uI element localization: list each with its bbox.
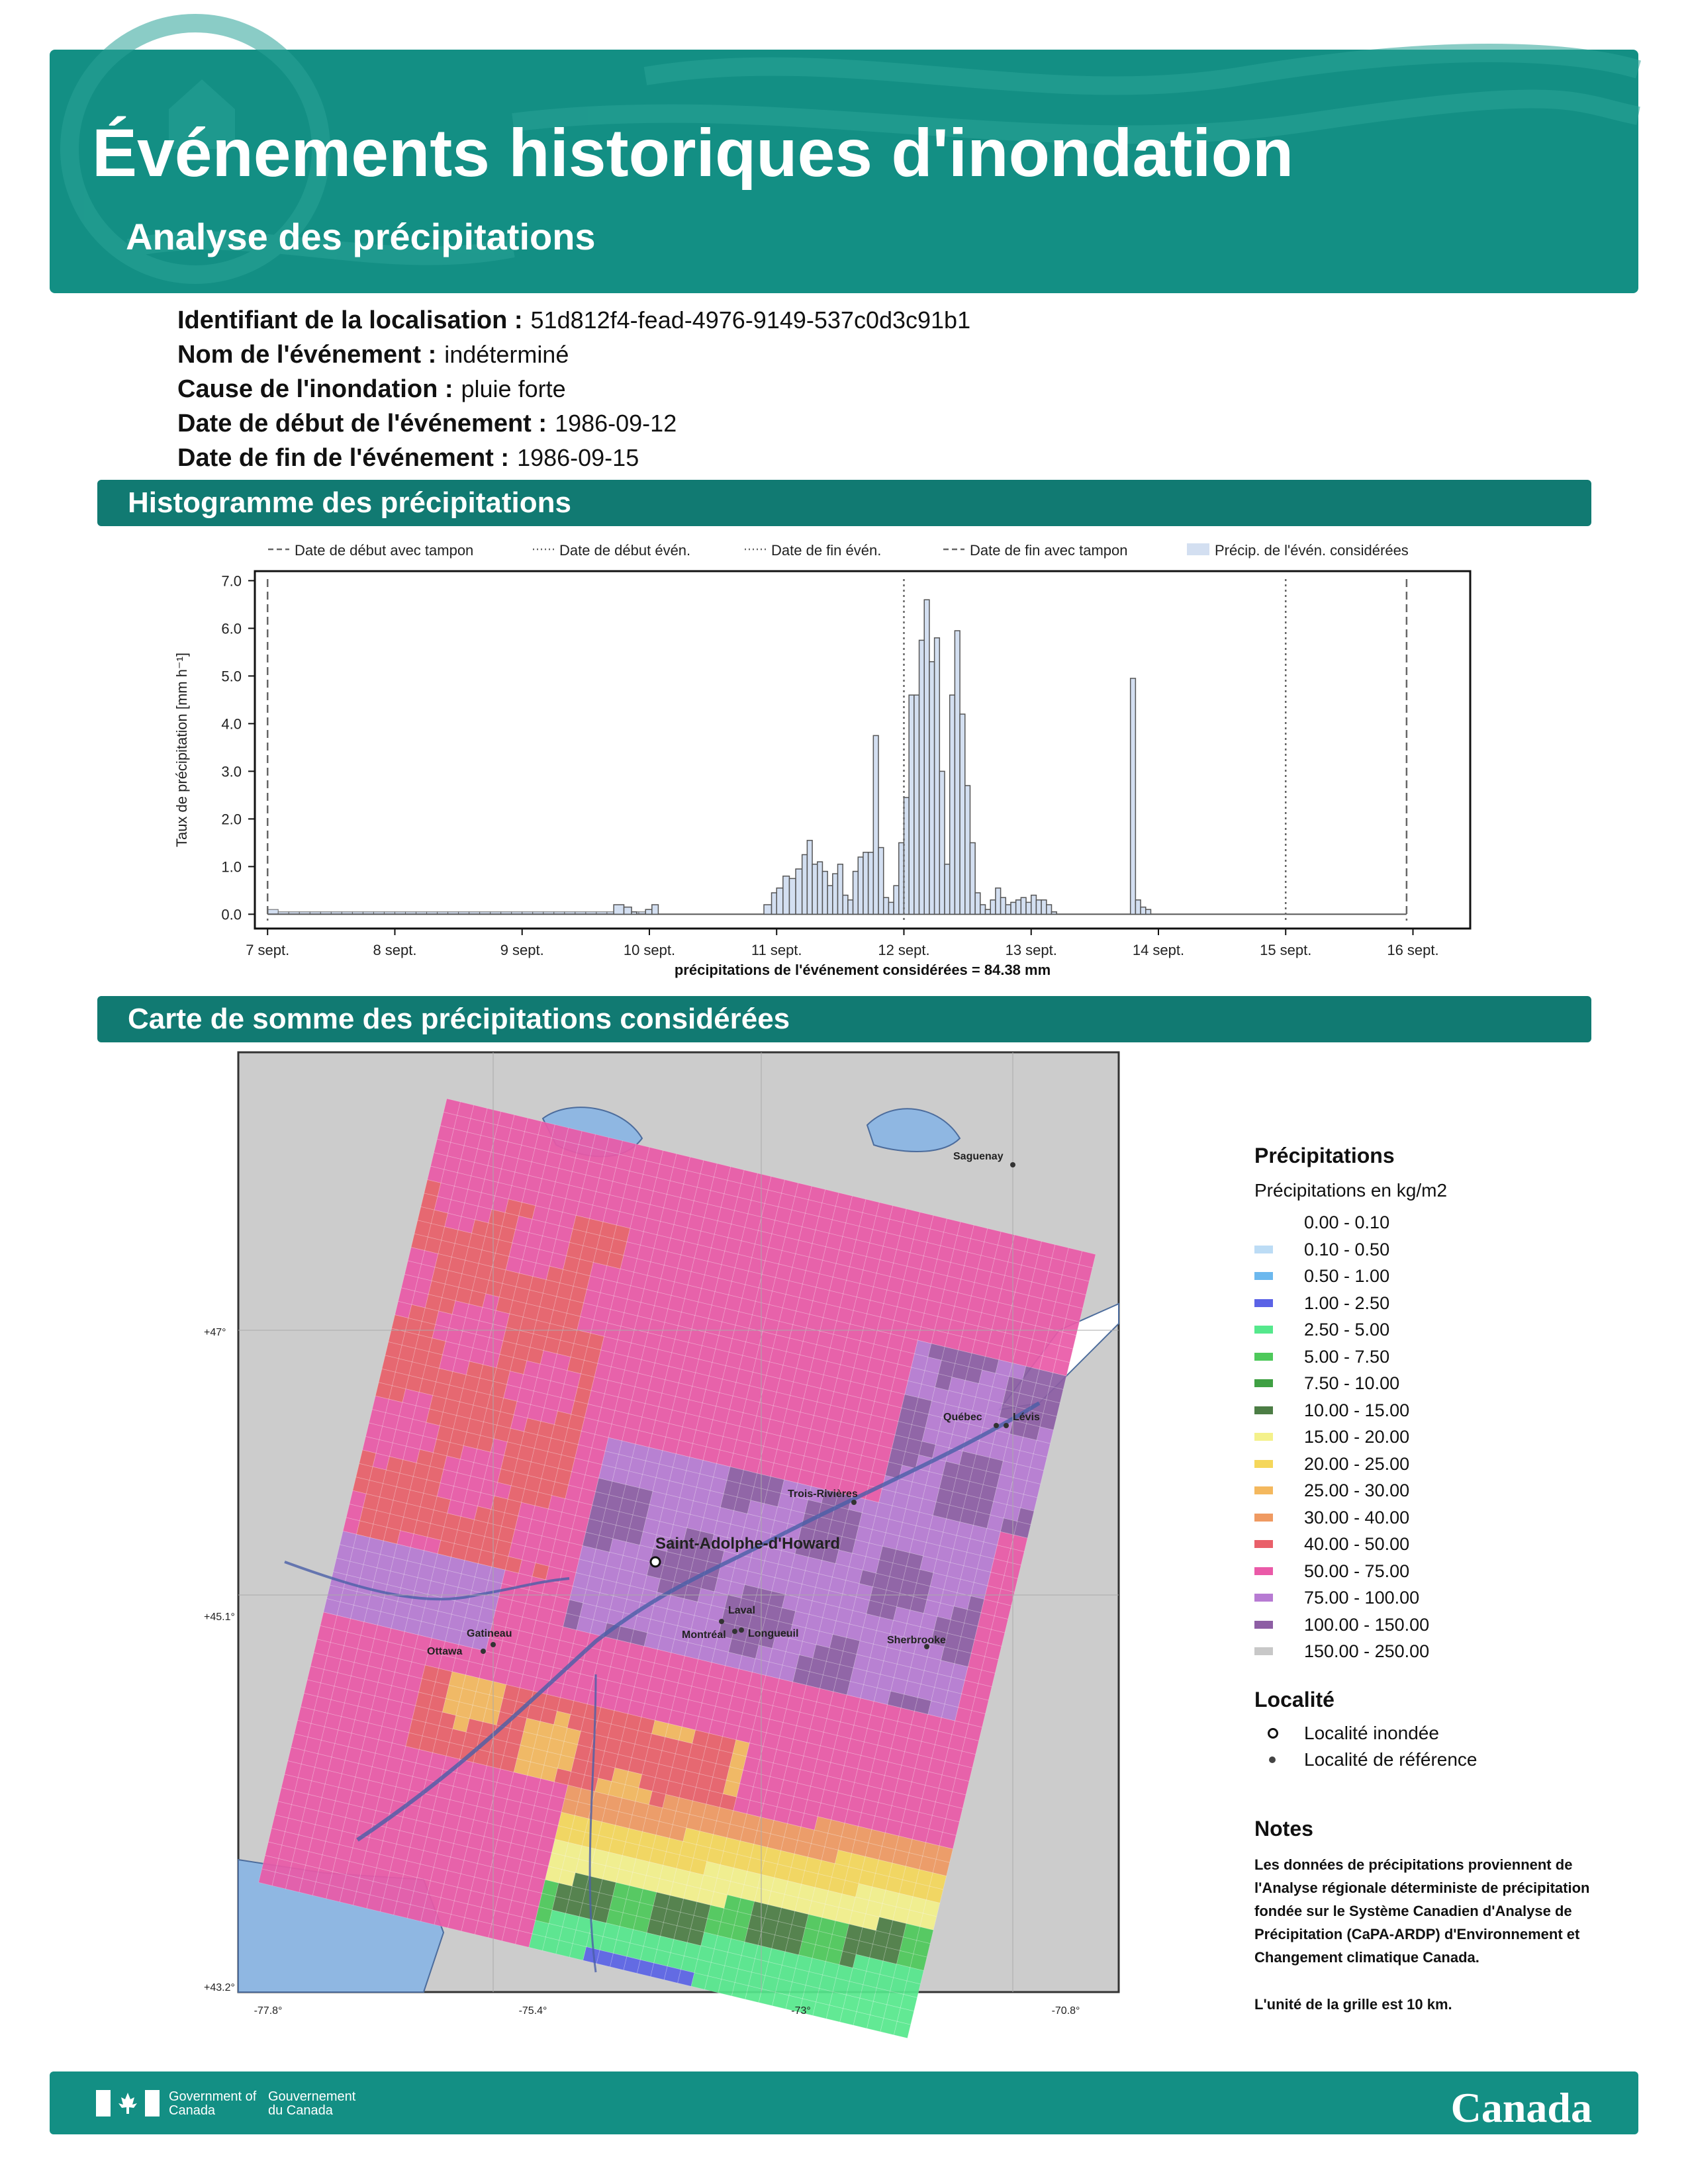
precip-bar [919,640,925,914]
legend-swatch [1254,1540,1273,1548]
legend-label: 25.00 - 30.00 [1304,1480,1410,1500]
legend-label: 100.00 - 150.00 [1304,1614,1430,1635]
place-label: Trois-Rivières [788,1488,858,1500]
precip-bar [1011,902,1016,914]
legend-swatch [1254,1433,1273,1441]
precip-bar [1036,900,1041,915]
page-title: Événements historiques d'inondation [92,115,1294,191]
precip-bar [1146,909,1151,914]
precip-bar [848,900,853,915]
legend-swatch [1254,1514,1273,1522]
legend-swatch [1254,1326,1273,1334]
precip-bar [996,888,1001,915]
meta-location-id: Identifiant de la localisation : 51d812f4-fead-4976-9149-537c0d3c91b1 [177,306,971,334]
precip-bar [924,600,929,914]
legend-item [1254,1263,1625,1290]
legend-item [1254,1397,1625,1424]
longitude-label: -75.4° [518,2005,547,2017]
flooded-locality-marker [651,1557,660,1567]
precip-bar [873,735,878,914]
precip-bar [990,900,996,915]
precip-bar [884,897,889,914]
legend-swatch [1254,1567,1273,1575]
place-label: Laval [728,1605,755,1616]
precip-bar [965,786,970,914]
reference-locality-marker [481,1649,486,1654]
meta-end-date: Date de fin de l'événement : 1986-09-15 [177,444,639,472]
precip-bar [838,864,843,915]
legend-label: 40.00 - 50.00 [1304,1534,1410,1554]
precip-bar [960,714,965,914]
place-label: Lévis [1013,1412,1040,1423]
legend-swatch [1254,1353,1273,1361]
precip-bar [614,905,624,914]
legend-label: Date de début évén. [559,542,691,559]
precip-bar [796,869,802,914]
legend-label: 1.00 - 2.50 [1304,1293,1390,1313]
precip-bar [909,695,914,914]
legend-label: 30.00 - 40.00 [1304,1507,1410,1527]
x-tick-label: 11 sept. [751,942,802,958]
place-label: Saguenay [953,1151,1004,1162]
precip-bar [1021,897,1026,914]
legend-label: Précip. de l'évén. considérées [1215,542,1409,559]
precip-bar [935,638,940,915]
longitude-label: -70.8° [1051,2005,1080,2017]
event-metadata [177,303,970,475]
grid-cell [894,2021,910,2038]
precipitation-histogram [159,526,1536,1003]
precip-bar [632,912,637,915]
precipitation-map [204,1046,1125,2052]
y-tick-label: 0.0 [221,906,242,923]
legend-swatch [1254,1379,1273,1387]
y-tick-label: 1.0 [221,858,242,876]
x-tick-label: 7 sept. [246,942,290,958]
legend-label: 150.00 - 250.00 [1304,1641,1430,1661]
precip-bar [267,909,278,914]
reference-locality-marker [491,1642,496,1647]
x-tick-label: 15 sept. [1260,942,1312,958]
legend-item [1254,1477,1625,1504]
y-tick-label: 7.0 [221,572,242,590]
legend-item [1254,1370,1625,1397]
legend-patch-icon [1187,543,1209,555]
precip-bar [986,909,991,914]
precip-bar [1141,907,1146,915]
y-tick-label: 4.0 [221,715,242,733]
legend-label: 20.00 - 25.00 [1304,1453,1410,1474]
x-tick-label: 9 sept. [500,942,544,958]
precip-bar [652,905,659,914]
locality-flooded: Localité inondée [1254,1720,1625,1747]
reference-locality-marker [719,1619,724,1624]
precip-bar [783,876,790,915]
legend-item [1254,1316,1625,1343]
map-legend [1254,1144,1625,2016]
canada-flag-icon [96,2090,160,2116]
legend-label: 50.00 - 75.00 [1304,1561,1410,1581]
legend-label: Date de début avec tampon [295,542,474,559]
legend-item [1254,1343,1625,1371]
legend-label: 5.00 - 7.50 [1304,1346,1390,1367]
precip-bar [945,864,950,915]
legend-item [1254,1504,1625,1531]
legend-swatch [1254,1460,1273,1468]
latitude-label: +43.2° [204,1982,235,1993]
precip-bar [789,878,796,914]
y-tick-label: 3.0 [221,763,242,780]
x-tick-label: 14 sept. [1132,942,1185,958]
meta-flood-cause: Cause de l'inondation : pluie forte [177,375,566,403]
reference-locality-marker [732,1629,737,1634]
reference-locality-marker [1004,1423,1009,1428]
legend-swatch [1254,1594,1273,1602]
notes-text: Les données de précipitations proviennent de l'Analyse régionale déterministe de précipitation fondée sur le Système Canadien d'Analyse de Précipitation (CaPA-ARDP) d'Environnement et Changement climatique Canada. [1254,1856,1590,1966]
legend-label: 0.50 - 1.00 [1304,1266,1390,1286]
precip-bar [1006,905,1011,914]
legend-label: Date de fin évén. [771,542,882,559]
place-label: Québec [943,1412,982,1423]
legend-label: 10.00 - 15.00 [1304,1400,1410,1420]
precip-bar [833,874,838,914]
precip-bar [950,695,955,914]
y-tick-label: 6.0 [221,620,242,637]
precip-bar [1031,895,1037,915]
y-tick-label: 2.0 [221,811,242,828]
y-tick-label: 5.0 [221,668,242,685]
precip-bar [1026,902,1031,914]
precip-bar [822,872,827,915]
legend-label: 0.10 - 0.50 [1304,1239,1390,1259]
precip-bar [1047,905,1052,914]
legend-swatch [1254,1486,1273,1494]
legend-item [1254,1584,1625,1612]
legend-label: Date de fin avec tampon [970,542,1128,559]
x-tick-label: 13 sept. [1005,942,1057,958]
legend-item [1254,1612,1625,1639]
legend-item [1254,1209,1625,1236]
legend-label: 0.00 - 0.10 [1304,1212,1390,1232]
place-label: Ottawa [427,1646,463,1657]
place-label: Sherbrooke [887,1635,946,1646]
legend-swatch [1254,1218,1273,1226]
legend-swatch [1254,1299,1273,1307]
precip-bar [1016,900,1021,915]
precip-bar [863,852,868,915]
precip-bar [858,857,863,914]
canada-wordmark: Canada [1450,2084,1592,2131]
footer-bar [50,2071,1638,2134]
legend-item [1254,1531,1625,1558]
legend-label: 7.50 - 10.00 [1304,1373,1400,1393]
x-tick-label: 10 sept. [623,942,676,958]
precip-bar [818,862,823,914]
notes-title: Notes [1254,1816,1313,1841]
precip-bar [1001,897,1006,914]
legend-label: 2.50 - 5.00 [1304,1320,1390,1340]
place-label: Saint-Adolphe-d'Howard [655,1535,841,1553]
latitude-label: +47° [204,1327,226,1338]
precip-bar [843,895,848,915]
legend-item [1254,1451,1625,1478]
precip-bar [853,872,859,915]
legend-item [1254,1424,1625,1451]
legend-swatch [1254,1647,1273,1655]
legend-item [1254,1638,1625,1665]
header-banner [50,50,1638,293]
reference-locality-marker [739,1627,744,1633]
longitude-label: -73° [791,2005,811,2017]
reference-locality-marker [851,1500,857,1505]
precip-bar [1131,678,1136,914]
government-of-canada-fr: Gouvernement du Canada [268,2089,356,2118]
page-subtitle: Analyse des précipitations [126,216,596,257]
precip-bar [878,848,884,915]
precip-bar [975,893,980,914]
precip-bar [645,909,652,914]
notes-grid-unit: L'unité de la grille est 10 km. [1254,1995,1452,2013]
legend-item [1254,1290,1625,1317]
locality-reference: Localité de référence [1254,1747,1625,1773]
precip-bar [914,695,919,914]
legend-swatch [1254,1406,1273,1414]
legend-items [1254,1209,1625,1665]
precip-bar [929,662,935,915]
legend-swatch [1254,1621,1273,1629]
precip-bar [802,854,808,914]
precip-bar [939,771,945,914]
latitude-label: +45.1° [204,1612,235,1623]
longitude-label: -77.8° [254,2005,283,2017]
legend-swatch [1254,1246,1273,1253]
government-of-canada-en: Government of Canada [169,2089,257,2118]
legend-title: Précipitations [1254,1144,1395,1167]
precip-bar [764,905,772,914]
legend-label: 15.00 - 20.00 [1304,1427,1410,1447]
meta-start-date: Date de début de l'événement : 1986-09-12 [177,410,677,437]
precip-bar [868,852,874,915]
legend-swatch [1254,1272,1273,1280]
reference-locality-marker [1010,1162,1015,1167]
precip-bar [970,842,975,914]
precip-bar [807,841,812,915]
precip-bar [827,886,833,914]
place-label: Gatineau [467,1628,512,1639]
legend-item [1254,1236,1625,1263]
reference-locality-marker [994,1423,999,1428]
section-map-header: Carte de somme des précipitations considérées [97,996,1591,1042]
legend-label: 75.00 - 100.00 [1304,1588,1420,1608]
flooded-marker-icon [1268,1728,1278,1739]
locality-title: Localité [1254,1687,1335,1711]
x-tick-label: 12 sept. [878,942,930,958]
precip-bar [1041,900,1047,915]
precip-bar [1135,900,1141,915]
section-histogram-header: Histogramme des précipitations [97,480,1591,526]
meta-event-name: Nom de l'événement : indéterminé [177,341,569,369]
place-label: Montréal [682,1629,726,1641]
precip-bar [812,864,818,915]
y-axis-label: Taux de précipitation [mm h⁻¹] [173,652,190,848]
precip-bar [955,631,960,914]
precip-bar [776,888,783,915]
precip-bar [624,907,632,915]
precip-bar [888,902,894,914]
legend-subtitle: Précipitations en kg/m2 [1254,1180,1448,1201]
legend-item [1254,1558,1625,1585]
x-tick-label: 16 sept. [1387,942,1439,958]
place-label: Longueuil [748,1628,799,1639]
precip-bar [980,905,986,914]
reference-marker-icon [1269,1756,1276,1763]
x-tick-label: 8 sept. [373,942,417,958]
precip-bar [772,893,777,914]
precip-bar [894,886,899,914]
event-total-label: précipitations de l'événement considérées = 84.38 mm [674,962,1051,978]
precip-bar [1051,912,1056,915]
